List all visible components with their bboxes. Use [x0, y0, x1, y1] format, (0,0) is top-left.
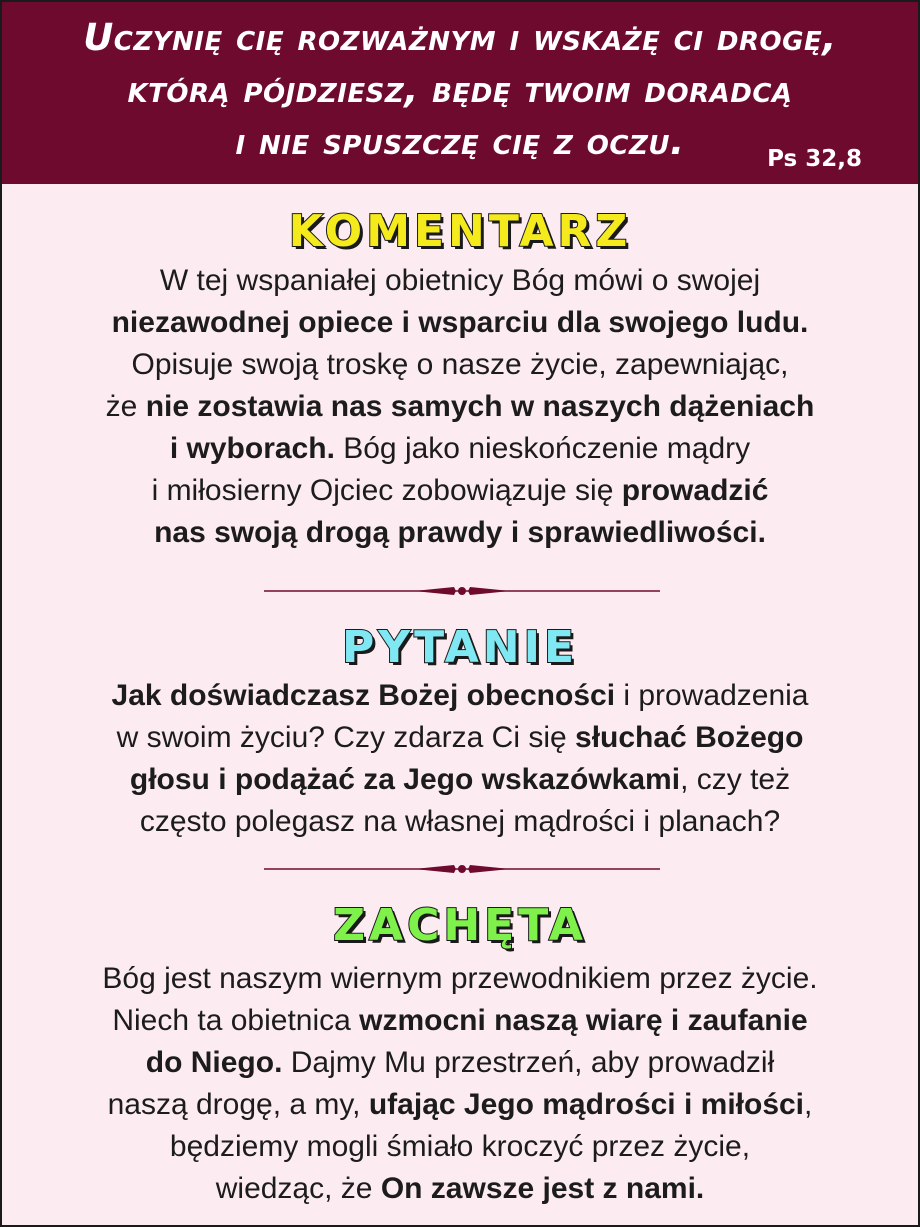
text-run: i miłosierny Ojciec zobowiązuje się [151, 474, 622, 507]
text-run: że [105, 390, 146, 423]
bold-text: nie zostawia nas samych w naszych dążeniach [145, 390, 815, 423]
text-line [2, 344, 918, 386]
text-line [2, 801, 918, 843]
encouragement-text [2, 958, 918, 1210]
question-text [2, 675, 918, 843]
text-line [2, 302, 918, 344]
bold-text: On zawsze jest z nami. [380, 1172, 705, 1205]
ornament-divider [264, 584, 660, 598]
bold-text: wzmocni naszą wiarę i zaufanie [359, 1004, 808, 1037]
text-line [2, 958, 918, 1000]
text-line [2, 1000, 918, 1042]
text-run: , [804, 1088, 813, 1121]
commentary-text [2, 260, 918, 554]
text-run: Niech ta obietnica [112, 1004, 360, 1037]
text-run: , czy też [680, 763, 791, 796]
commentary-title: KOMENTARZ [288, 206, 632, 257]
text-run: Opisuje swoją troskę o nasze życie, zapewniając, [131, 348, 789, 381]
text-line [2, 470, 918, 512]
verse-line: i nie spuszczę cię z oczu. [235, 120, 685, 163]
text-line [2, 1168, 918, 1210]
bold-text: i wyborach. [169, 432, 335, 465]
verse-banner [2, 2, 918, 184]
bold-text: ufając Jego mądrości i miłości [368, 1088, 805, 1121]
question-title: PYTANIE [341, 622, 578, 673]
text-line [2, 512, 918, 554]
text-line [2, 386, 918, 428]
text-line [2, 428, 918, 470]
bold-text: Jak doświadczasz Bożej obecności [111, 679, 616, 712]
text-line [2, 1042, 918, 1084]
text-line [2, 1126, 918, 1168]
bold-text: prowadzić [621, 474, 769, 507]
text-line [2, 759, 918, 801]
verse-line: którą pójdziesz, będę twoim doradcą [127, 68, 793, 111]
text-run: wiedząc, że [215, 1172, 381, 1205]
text-line [2, 717, 918, 759]
bold-text: słuchać Bożego [575, 721, 804, 754]
text-line [2, 260, 918, 302]
verse-text [2, 12, 918, 168]
bold-text: nas swoją drogą prawdy i sprawiedliwości. [154, 516, 766, 549]
text-run: W tej wspaniałej obietnicy Bóg mówi o swojej [159, 264, 761, 297]
text-run: często polegasz na własnej mądrości i planach? [139, 805, 781, 838]
ornament-divider [264, 862, 660, 876]
text-line [2, 675, 918, 717]
text-line [2, 1084, 918, 1126]
verse-reference: Ps 32,8 [767, 146, 862, 172]
bold-text: głosu i podążać za Jego wskazówkami [129, 763, 681, 796]
text-run: w swoim życiu? Czy zdarza Ci się [116, 721, 576, 754]
bold-text: niezawodnej opiece i wsparciu dla swojego ludu. [111, 306, 809, 339]
text-run: Bóg jest naszym wiernym przewodnikiem przez życie. [102, 962, 818, 995]
bold-text: do Niego. [145, 1046, 283, 1079]
text-run: i prowadzenia [615, 679, 809, 712]
text-run: Dajmy Mu przestrzeń, aby prowadził [282, 1046, 775, 1079]
text-run: Bóg jako nieskończenie mądry [334, 432, 751, 465]
text-run: naszą drogę, a my, [107, 1088, 369, 1121]
encouragement-title: ZACHĘTA [333, 900, 587, 951]
verse-line: Uczynię cię rozważnym i wskażę ci drogę, [83, 16, 837, 59]
text-run: będziemy mogli śmiało kroczyć przez życie, [169, 1130, 751, 1163]
